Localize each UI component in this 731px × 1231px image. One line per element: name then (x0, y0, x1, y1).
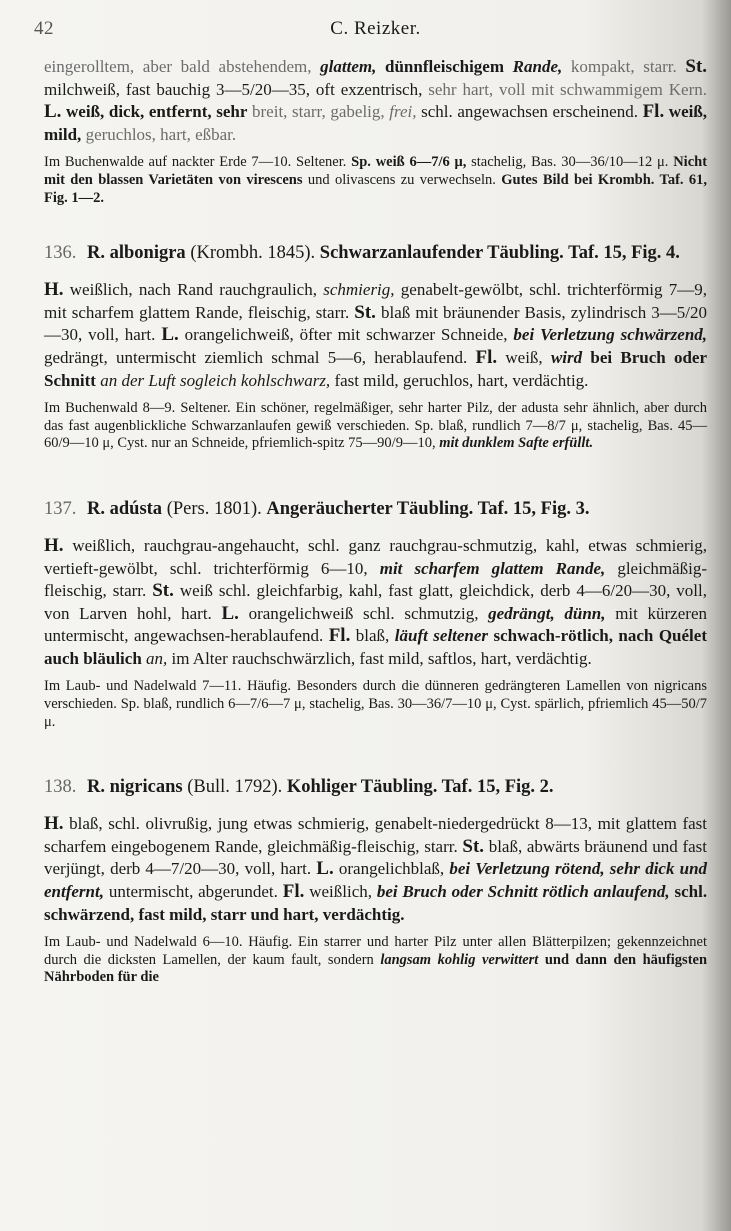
entry-description: H. weißlich, rauchgrau-angehaucht, schl. ganz rauchgrau-schmutzig, kahl, etwas schmierig, vertieft-gewölbt, schl. trichterförmig 6—10, mit scharfem glattem Rande, gleichmäßig-fleischig, starr. St. weiß schl. gleichfarbig, kahl, fast glatt, gleichdick, derb 4—6/20—30, voll, von Larven hohl, hart. L. orangelichweiß schl. schmutzig, gedrängt, dünn, mit kürzeren untermischt, angewachsen-herablaufend. Fl. blaß, läuft seltener schwach-rötlich, nach Quélet auch bläulich an, im Alter rauchschwärzlich, fast mild, saftlos, hart, verdächtig. (44, 534, 708, 668)
german-name: Schwarzanlaufender Täubling. Taf. 15, Fig. 4. (319, 243, 680, 264)
entry-notes: Im Buchenwald 8—9. Seltener. Ein schöner, regelmäßiger, sehr harter Pilz, der adusta sehr ähnlich, aber durch das fast augenblickliche Schwarzanlaufen gewiß verschieden. Sp. blaß, rundlich 7—8/7 μ, stachelig, Bas. 45—60/9—10 μ, Cyst. nur an Schneide, pfriemlich-spitz 75—90/9—10, mit dunklem Safte erfüllt. (44, 400, 707, 452)
entry-description: H. blaß, schl. olivrußig, jung etwas schmierig, genabelt-niedergedrückt 8—13, mit glattem fast scharfem eingebogenem Rande, gleichmäßig-fleischig, starr. St. blaß, abwärts bräunend und fast verjüngt, derb 4—7/20—30, voll, hart. L. orangelichblaß, bei Verletzung rötend, sehr dick und entfernt, untermischt, abgerundet. Fl. weißlich, bei Bruch oder Schnitt rötlich anlaufend, schl. schwärzend, fast mild, starr und hart, verdächtig. (44, 813, 708, 924)
species-entry (44, 775, 707, 987)
gills-key: L. (44, 101, 62, 123)
entry-heading (44, 241, 707, 265)
continuation-entry (44, 56, 707, 207)
entry-number: 138. (44, 777, 77, 798)
cap-key: H. (44, 534, 64, 556)
entry-number: 137. (44, 498, 77, 519)
gills-key: L. (316, 858, 334, 880)
cap-key: H. (44, 279, 64, 301)
stem-key: St. (685, 56, 708, 77)
flesh-key: Fl. (328, 625, 351, 647)
german-name: Kohliger Täubling. Taf. 15, Fig. 2. (286, 777, 554, 798)
page-number: 42 (34, 18, 54, 39)
gills-key: L. (221, 602, 239, 624)
stem-key: St. (152, 580, 174, 602)
species-entry (44, 241, 707, 453)
flesh-key: Fl. (475, 346, 498, 368)
authority: (Bull. 1792). (187, 777, 283, 798)
entry-heading (44, 497, 707, 521)
running-head: C. Reizker. (330, 18, 421, 39)
latin-name: R. albonigra (87, 243, 186, 264)
gills-key: L. (161, 324, 179, 346)
authority: (Krombh. 1845). (190, 243, 316, 264)
cap-key: H. (44, 813, 64, 835)
authority: (Pers. 1801). (166, 498, 262, 519)
continuation-description: eingerolltem, aber bald abstehendem, glattem, dünnfleischigem Rande, kompakt, starr. St. milchweiß, fast bauchig 3—5/20—35, oft exzentrisch, sehr hart, voll mit schwammigem Kern. L. weiß, dick, entfernt, sehr breit, starr, gabelig, frei, schl. angewachsen erscheinend. Fl. weiß, mild, geruchlos, hart, eßbar. (44, 56, 708, 144)
latin-name: R. adústa (87, 498, 163, 519)
entry-notes: Im Laub- und Nadelwald 6—10. Häufig. Ein starrer und harter Pilz unter allen Blätterpilzen; gekennzeichnet durch die dicksten Lamellen, der kaum fault, sondern langsam kohlig verwittert und dann den häufigsten Nährboden für die (44, 934, 708, 986)
flesh-key: Fl. (282, 881, 305, 903)
species-entry (44, 497, 707, 731)
flesh-key: Fl. (642, 101, 665, 123)
entry-heading (44, 775, 707, 799)
stem-key: St. (462, 835, 485, 857)
page-header (34, 18, 707, 56)
entry-description: H. weißlich, nach Rand rauchgraulich, schmierig, genabelt-gewölbt, schl. trichterförmig 7—9, mit scharfem glattem Rande, fleischig, starr. St. blaß mit bräunender Basis, zylindrisch 3—5/20—30, voll, hart. L. orangelichweiß, öfter mit schwarzer Schneide, bei Verletzung schwärzend, gedrängt, untermischt ziemlich schmal 5—6, herablaufend. Fl. weiß, wird bei Bruch oder Schnitt an der Luft sogleich kohlschwarz, fast mild, geruchlos, hart, verdächtig. (44, 279, 708, 390)
latin-name: R. nigricans (87, 777, 183, 798)
stem-key: St. (354, 301, 376, 323)
entry-notes: Im Laub- und Nadelwald 7—11. Häufig. Besonders durch die dünneren gedrängteren Lamellen von nigricans verschieden. Sp. blaß, rundlich 6—7/6—7 μ, stachelig, Bas. 30—36/7—10 μ, Cyst. spärlich, pfriemlich 45—50/7 μ. (44, 678, 707, 730)
entry-number: 136. (44, 243, 77, 264)
german-name: Angeräucherter Täubling. Taf. 15, Fig. 3. (266, 498, 590, 519)
continuation-notes: Im Buchenwalde auf nackter Erde 7—10. Seltener. Sp. weiß 6—7/6 μ, stachelig, Bas. 30—36/10—12 μ. Nicht mit den blassen Varietäten von virescens und olivascens zu verwechseln. Gutes Bild bei Krombh. Taf. 61, Fig. 1—2. (44, 154, 708, 206)
